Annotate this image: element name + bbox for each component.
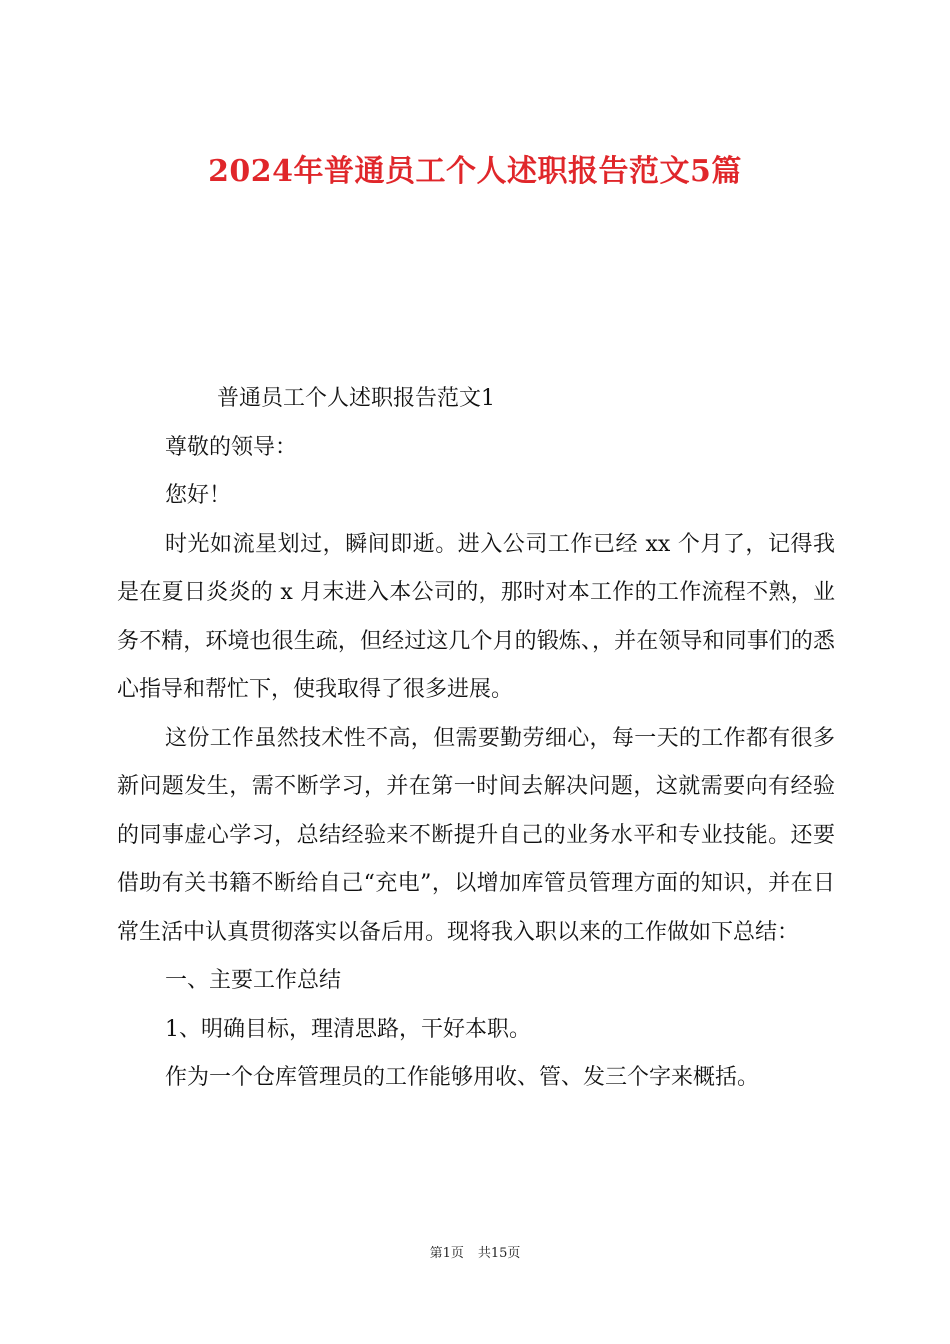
subheading: 一、主要工作总结: [165, 968, 342, 993]
page-footer: [0, 1245, 950, 1263]
paragraph: 作为一个仓库管理员的工作能够用收、管、发三个字来概括。: [165, 1065, 760, 1090]
salutation: 尊敬的领导：: [165, 434, 298, 460]
document-body: [117, 375, 835, 1103]
greeting: 您好！: [165, 483, 232, 508]
paragraph: 这份工作虽然技术性不高，但需要勤劳细心，每一天的工作都有很多新问题发生，需不断学习，并在第一时间去解决问题，这就需要向有经验的同事虚心学习，总结经验来不断提升自己的业务水平和专业技能。还要借助有关书籍不断给自己“充电”，以增加库管员管理方面的知识，并在日常生活中认真贯彻落实以备后用。现将我入职以来的工作做如下总结：: [117, 725, 835, 945]
paragraph: 时光如流星划过，瞬间即逝。进入公司工作已经 xx 个月了，记得我是在夏日炎炎的 x 月末进入本公司的，那时对本工作的工作流程不熟，业务不精，环境也很生疏，但经过这几个月的锻炼、，并在领导和同事们的悉心指导和帮忙下，使我取得了很多进展。: [117, 531, 835, 702]
subheading: 1、明确目标，理清思路，干好本职。: [165, 1016, 531, 1042]
section-heading: 普通员工个人述职报告范文1: [217, 386, 495, 411]
page-total: 共15页: [477, 1246, 521, 1261]
document-title: 2024年普通员工个人述职报告范文5篇: [208, 154, 742, 190]
page-number: 第1页: [429, 1246, 464, 1261]
